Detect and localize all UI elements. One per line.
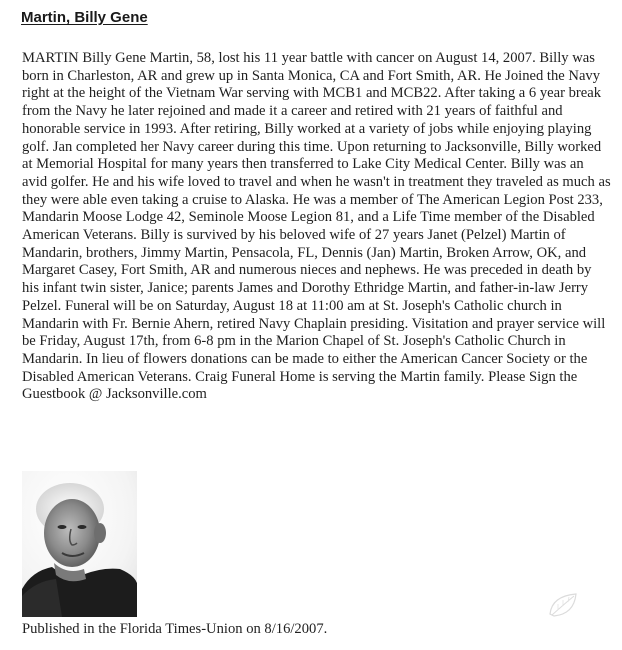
obituary-title: Martin, Billy Gene (21, 9, 148, 26)
portrait-photo (22, 471, 137, 617)
publication-caption: Published in the Florida Times-Union on 8/16/2007. (22, 621, 328, 637)
leaf-icon (546, 590, 580, 620)
obituary-body: MARTIN Billy Gene Martin, 58, lost his 11 year battle with cancer on August 14, 2007. Billy was born in Charleston, AR and grew up in Santa Monica, CA and Fort Smith, AR. He Joined the Navy right at the height of the Vietnam War serving with MCB1 and MCB22. After taking a 6 year break from the Navy he later rejoined and made it a career and retired with 21 years of faithful and honorable service in 1993. After retiring, Billy worked at a variety of jobs while enjoying playing golf. Jan completed her Navy career during this time. Upon returning to Jacksonville, Billy worked at Memorial Hospital for many years then transferred to Lake City Medical Center. Billy was an avid golfer. He and his wife loved to travel and when he wasn't in treatment they traveled as much as they were able even taking a cruise to Alaska. He was a member of The American Legion Post 233, Mandarin Moose Lodge 42, Seminole Moose Legion 81, and a Life Time member of the Disabled American Veterans. Billy is survived by his beloved wife of 27 years Janet (Pelzel) Martin of Mandarin, brothers, Jimmy Martin, Pensacola, FL, Dennis (Jan) Martin, Broken Arrow, OK, and Margaret Casey, Fort Smith, AR and numerous nieces and nephews. He was preceded in death by his infant twin sister, Janice; parents James and Dorothy Ethridge Martin, and father-in-law Jerry Pelzel. Funeral will be on Saturday, August 18 at 11:00 am at St. Joseph's Catholic church in Mandarin with Fr. Bernie Ahern, retired Navy Chaplain presiding. Visitation and prayer service will be Friday, August 17th, from 6-8 pm in the Marion Chapel of St. Joseph's Catholic Church in Mandarin. In lieu of flowers donations can be made to either the American Cancer Society or the Disabled American Veterans. Craig Funeral Home is serving the Martin family. Please Sign the Guestbook @ Jacksonville.com (22, 50, 611, 403)
